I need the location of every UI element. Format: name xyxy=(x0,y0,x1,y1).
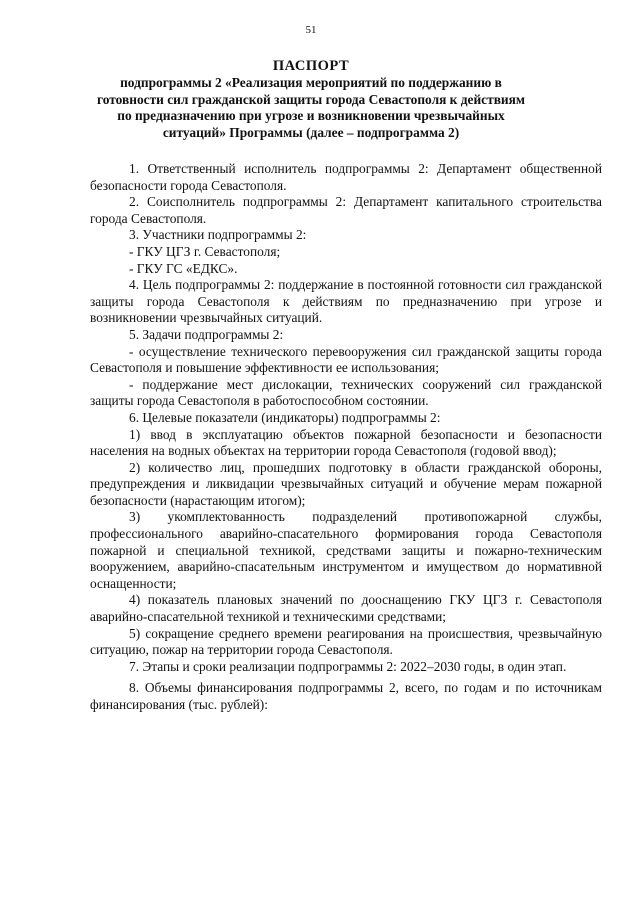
item-goal: 4. Цель подпрограммы 2: поддержание в постоянной готовности сил гражданской защиты города Севастополя к действиям по предназначению при угрозе и возникновении чрезвычайных ситуаций. xyxy=(90,277,602,326)
page-number: 51 xyxy=(305,24,317,36)
task-1: - осуществление технического перевооружения сил гражданской защиты города Севастополя и повышение эффективности ее использования; xyxy=(90,343,602,376)
item-participants: 3. Участники подпрограммы 2: xyxy=(129,227,307,243)
item-co-executor: 2. Соисполнитель подпрограммы 2: Департамент капитального строительства города Севастополя. xyxy=(90,194,602,226)
subprogram-title: подпрограммы 2 «Реализация мероприятий по поддержанию в готовности сил гражданской защиты города Севастополя к действиям по предназначению при угрозе и возникновении чрезвычайных ситуаций» Программы (далее – подпрограмма 2) xyxy=(96,75,526,140)
passport-body xyxy=(90,161,602,714)
item-target-indicators: 6. Целевые показатели (индикаторы) подпрограммы 2: xyxy=(129,409,441,425)
item-funding-volumes: 8. Объемы финансирования подпрограммы 2, всего, по годам и по источникам финансирования (тыс. рублей): xyxy=(90,680,602,712)
indicator-4: 4) показатель плановых значений по дооснащению ГКУ ЦГЗ г. Севастополя аварийно-спасательной техникой и техническими средствами; xyxy=(90,592,602,625)
participant-2: - ГКУ ГС «ЕДКС». xyxy=(129,260,238,276)
item-stages-and-terms: 7. Этапы и сроки реализации подпрограммы 2: 2022–2030 годы, в один этап. xyxy=(129,658,567,674)
indicator-2: 2) количество лиц, прошедших подготовку в области гражданской обороны, предупреждения и ликвидации чрезвычайных ситуаций и обучение мерам пожарной безопасности (нарастающим итогом); xyxy=(90,459,602,508)
passport-title: ПАСПОРТ xyxy=(272,58,350,74)
participant-1: - ГКУ ЦГЗ г. Севастополя; xyxy=(129,243,281,259)
task-2: - поддержание мест дислокации, технических сооружений сил гражданской защиты города Севастополя в работоспособном состоянии. xyxy=(90,376,602,409)
indicator-5: 5) сокращение среднего времени реагирования на происшествия, чрезвычайную ситуацию, пожар на территории города Севастополя. xyxy=(90,625,602,658)
item-responsible-executor: 1. Ответственный исполнитель подпрограммы 2: Департамент общественной безопасности города Севастополя. xyxy=(90,161,602,193)
indicator-3: 3) укомплектованность подразделений противопожарной службы, профессионального аварийно-спасательного формирования города Севастополя пожарной и специальной техникой, средствами защиты и пожарно-техническим вооружением, аварийно-спасательным инструментом и имуществом до нормативной оснащенности; xyxy=(90,509,602,591)
indicator-1: 1) ввод в эксплуатацию объектов пожарной безопасности и безопасности населения на водных объектах на территории города Севастополя (годовой ввод); xyxy=(90,426,602,459)
item-tasks: 5. Задачи подпрограммы 2: xyxy=(129,326,284,342)
